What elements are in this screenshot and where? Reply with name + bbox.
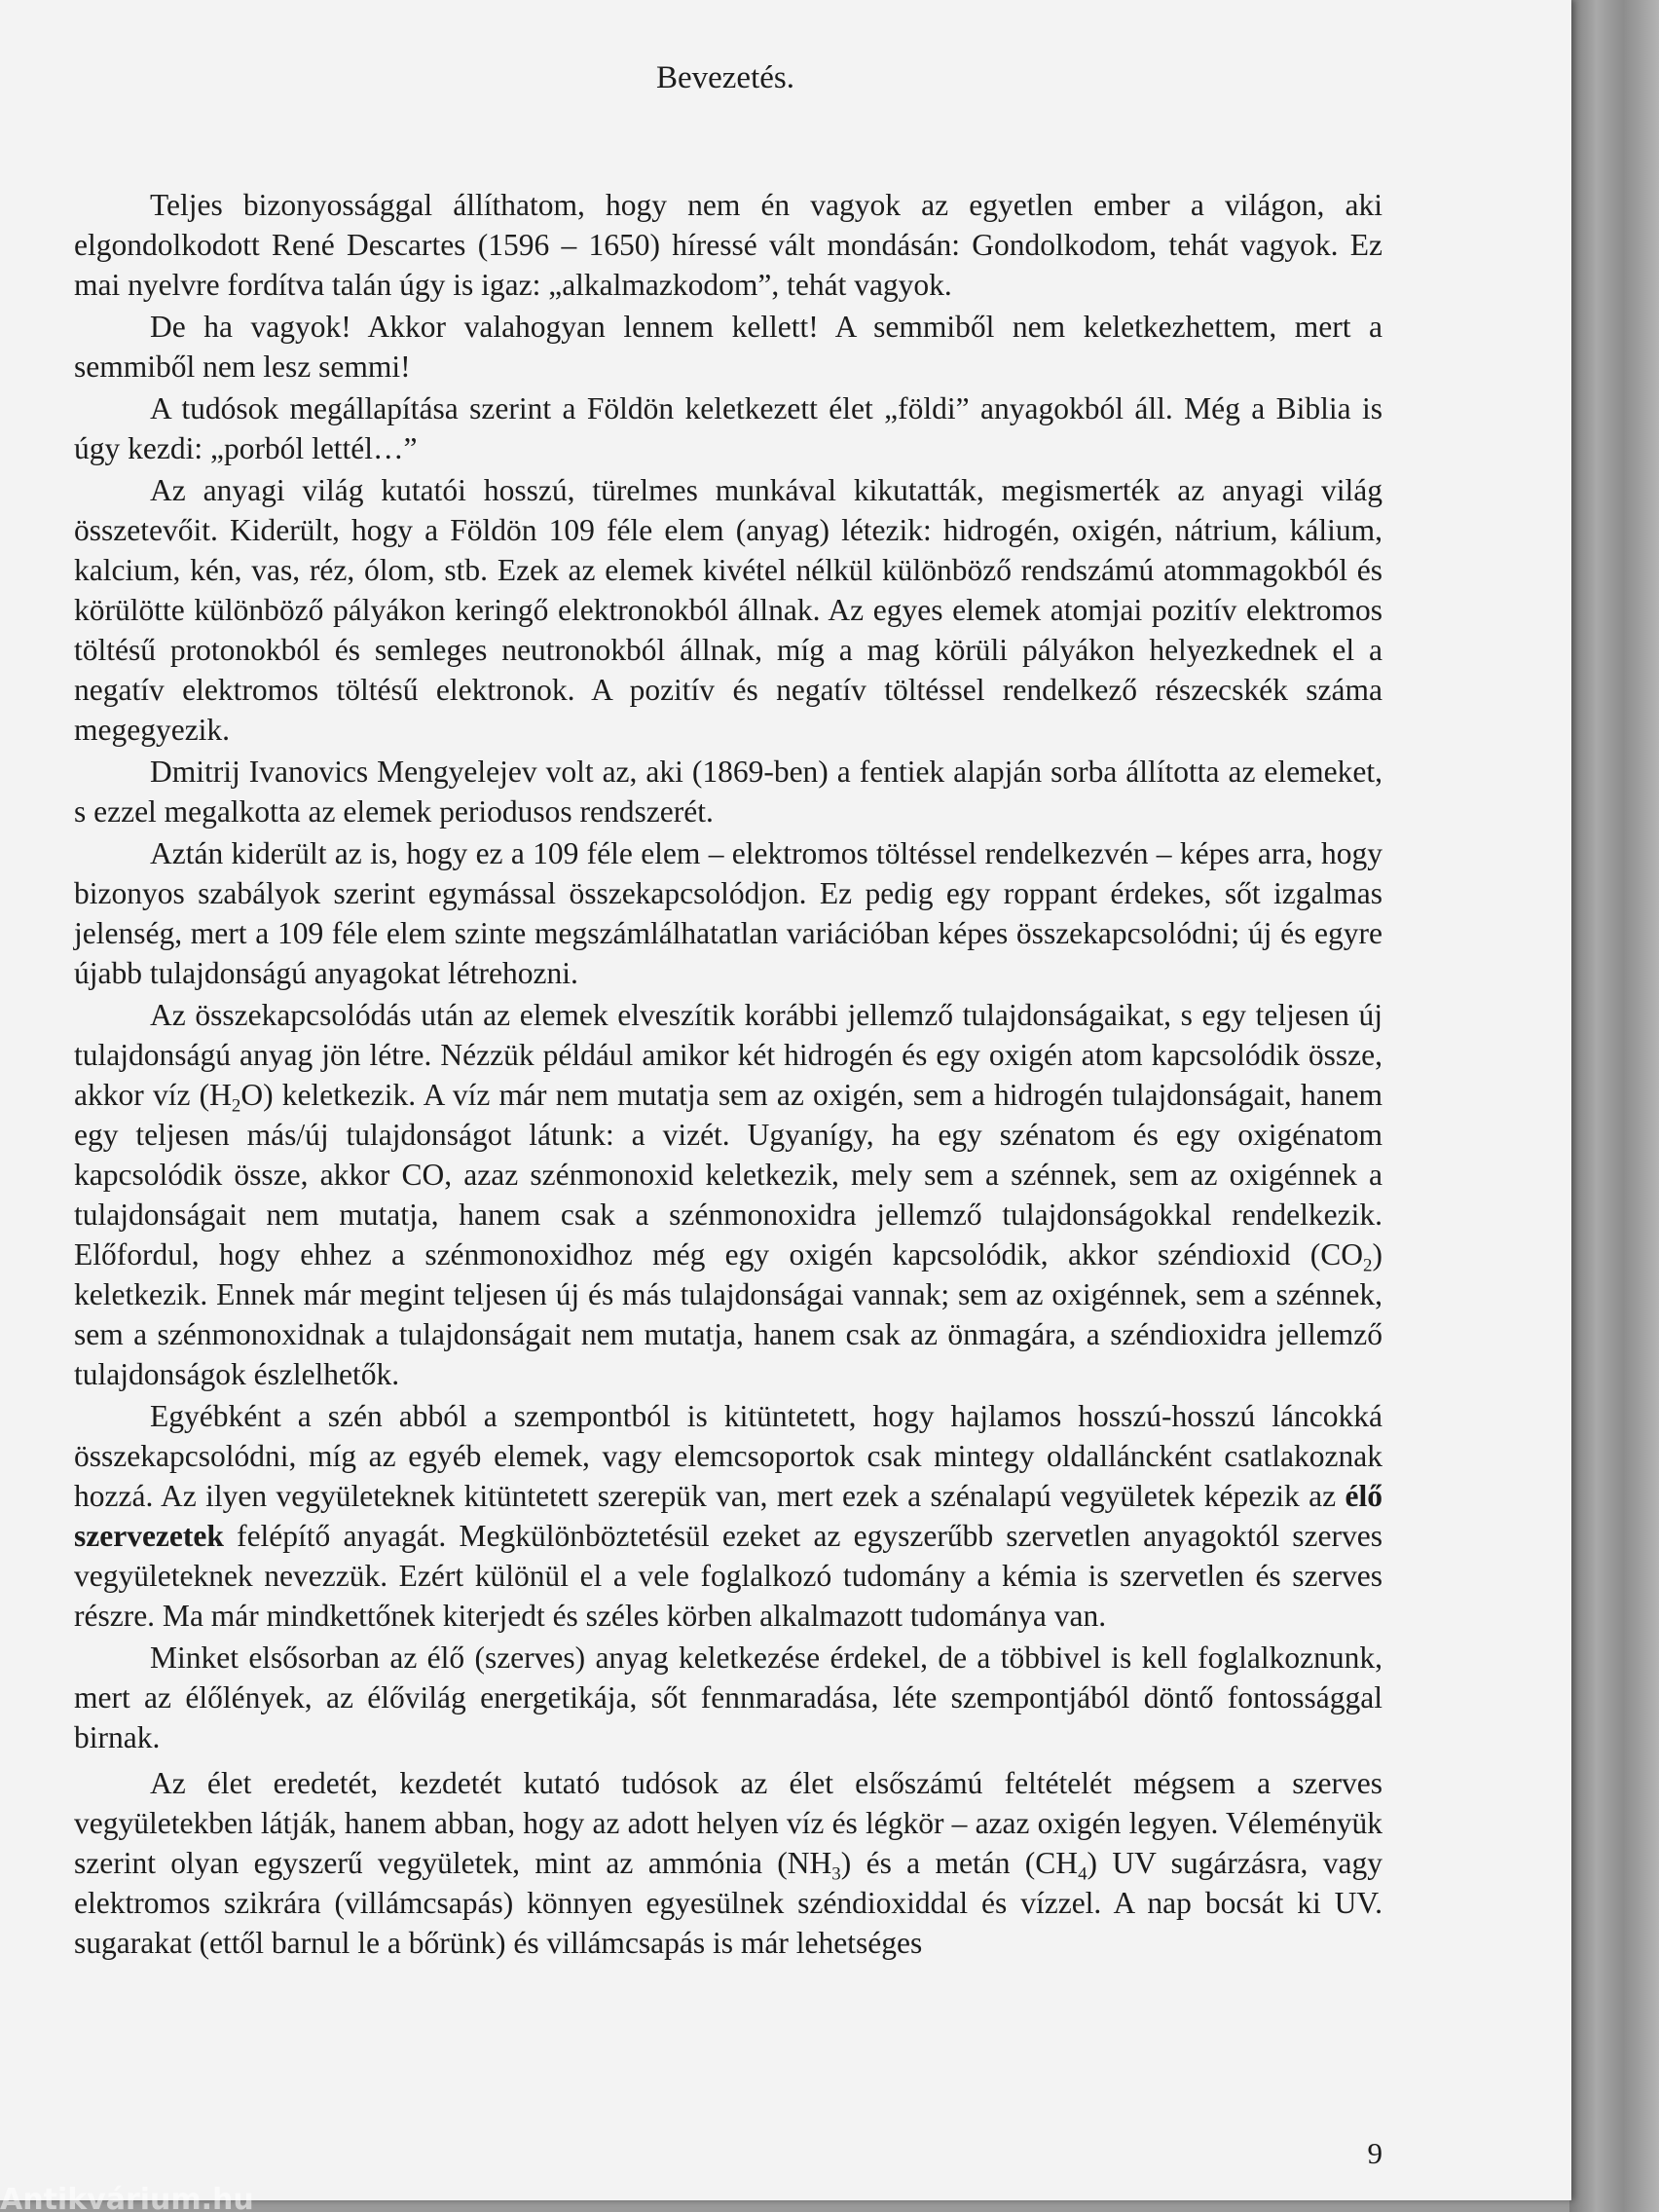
paragraph-7-part-2: O) keletkezik. A víz már nem mutatja sem az oxigén, sem a hidrogén tulajdonságait, hanem egy teljesen más/új tulajdonságot látunk: a vizét. Ugyanígy, ha egy szénatom és egy oxigénatom kapcsolódik össze, akkor CO, azaz szénmonoxid keletkezik, mely sem a szénnek, sem az oxigénnek a tulajdonságait nem mutatja, hanem csak a szénmonoxidra jellemző tulajdonságokkal rendelkezik. Előfordul, hogy ehhez a szénmonoxidhoz még egy oxigén kapcsolódik, akkor széndioxid (CO — [74, 1078, 1382, 1272]
paragraph-1: Teljes bizonyossággal állíthatom, hogy nem én vagyok az egyetlen ember a világon, aki elgondolkodott René Descartes (1596 – 1650) híressé vált mondásán: Gondolkodom, tehát vagyok. Ez mai nyelvre fordítva talán úgy is igaz: „alkalmazkodom”, tehát vagyok. — [74, 188, 1382, 302]
background-surface — [1569, 0, 1659, 2212]
paragraph-4: Az anyagi világ kutatói hosszú, türelmes munkával kikutatták, megismerték az anyagi világ összetevőit. Kiderült, hogy a Földön 109 féle elem (anyag) létezik: hidrogén, oxigén, nátrium, kálium, kalcium, kén, vas, réz, ólom, stb. Ezek az elemek kivétel nélkül különböző rendszámú atommagokból és körülötte különböző pályákon keringő elektronokból állnak. Az egyes elemek atomjai pozitív elektromos töltésű protonokból és semleges neutronokból állnak, míg a mag körüli pályákon helyezkednek el a negatív elektromos töltésű elektronok. A pozitív és negatív töltéssel rendelkező részecskék száma megegyezik. — [74, 473, 1382, 747]
subscript-h2o: 2 — [231, 1095, 241, 1117]
emphasis-living-organisms: élő szervezetek — [74, 1479, 1382, 1553]
body-text — [74, 185, 1382, 1965]
page-number: 9 — [1367, 2136, 1382, 2170]
subscript-co2: 2 — [1363, 1255, 1373, 1276]
watermark: Antikvárium.hu — [0, 2183, 254, 2212]
paragraph-2: De ha vagyok! Akkor valahogyan lennem kellett! A semmiből nem keletkezhettem, mert a semmiből nem lesz semmi! — [74, 310, 1382, 384]
paragraph-7-part-3: ) keletkezik. Ennek már megint teljesen új és más tulajdonságai vannak; sem az oxigénnek, sem a szénnek, sem a szénmonoxidnak a tulajdonságait nem mutatja, hanem csak az önmagára, a széndioxidra jellemző tulajdonságok észlelhetők. — [74, 1237, 1382, 1391]
paragraph-9: Minket elsősorban az élő (szerves) anyag keletkezése érdekel, de a többivel is kell foglalkoznunk, mert az élőlények, az élővilág energetikája, sőt fennmaradása, léte szempontjából döntő fontossággal birnak. — [74, 1641, 1382, 1754]
paragraph-3: A tudósok megállapítása szerint a Földön keletkezett élet „földi” anyagokból áll. Még a Biblia is úgy kezdi: „porból lettél…” — [74, 391, 1382, 465]
subscript-nh3: 3 — [831, 1863, 841, 1885]
chapter-title: Bevezetés. — [655, 60, 794, 95]
paragraph-10-part-3: ) UV sugárzásra, vagy elektromos szikrára (villámcsapás) könnyen egyesülnek széndioxiddal és vízzel. A nap bocsát ki UV. sugarakat (ettől barnul le a bőrünk) és villámcsapás is már lehetséges — [74, 1846, 1382, 1960]
paragraph-10 — [74, 1763, 1382, 1963]
paragraph-7 — [74, 995, 1382, 1394]
paragraph-8-part-1: Egyébként a szén abból a szempontból is kitüntetett, hogy hajlamos hosszú-hosszú láncokká összekapcsolódni, míg az egyéb elemek, vagy elemcsoportok csak mintegy oldalláncként csatlakoznak hozzá. Az ilyen vegyületeknek kitüntetett szerepük van, mert ezek a szénalapú vegyületek képezik az — [74, 1399, 1382, 1513]
paragraph-5: Dmitrij Ivanovics Mengyelejev volt az, aki (1869-ben) a fentiek alapján sorba állította az elemeket, s ezzel megalkotta az elemek periodusos rendszerét. — [74, 755, 1382, 829]
paragraph-7-part-1: Az összekapcsolódás után az elemek elveszítik korábbi jellemző tulajdonságaikat, s egy teljesen új tulajdonságú anyag jön létre. Nézzük például amikor két hidrogén és egy oxigén atom kapcsolódik össze, akkor víz (H — [74, 998, 1382, 1112]
paragraph-8-part-2: felépítő anyagát. Megkülönböztetésül ezeket az egyszerűbb szervetlen anyagoktól szerves vegyületeknek nevezzük. Ezért különül el a vele foglalkozó tudomány a kémia is szervetlen és szerves részre. Ma már mindkettőnek kiterjedt és széles körben alkalmazott tudománya van. — [74, 1519, 1382, 1633]
paragraph-6: Aztán kiderült az is, hogy ez a 109 féle elem – elektromos töltéssel rendelkezvén – képes arra, hogy bizonyos szabályok szerint egymással összekapcsolódjon. Ez pedig egy roppant érdekes, sőt izgalmas jelenség, mert a 109 féle elem szinte megszámlálhatatlan variációban képes összekapcsolódni; új és egyre újabb tulajdonságú anyagokat létrehozni. — [74, 836, 1382, 990]
paragraph-10-part-1: Az élet eredetét, kezdetét kutató tudósok az élet elsőszámú feltételét mégsem a szerves vegyületekben látják, hanem abban, hogy az adott helyen víz és légkör – azaz oxigén legyen. Véleményük szerint olyan egyszerű vegyületek, mint az ammónia (NH — [74, 1766, 1382, 1880]
paragraph-10-part-2: ) és a metán (CH — [840, 1846, 1079, 1880]
paragraph-8 — [74, 1396, 1382, 1636]
subscript-ch4: 4 — [1078, 1863, 1088, 1885]
